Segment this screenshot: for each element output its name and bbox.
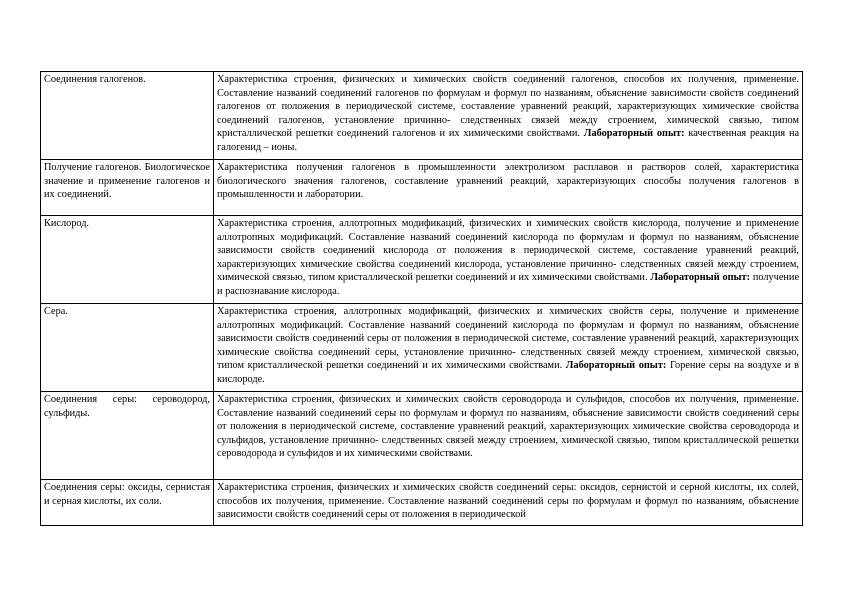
lab-label: Лабораторный опыт: <box>565 360 667 372</box>
topic-cell: Соединения галогенов. <box>41 72 214 160</box>
topic-cell: Получение галогенов. Биологическое значение и применение галогенов и их соединений. <box>41 160 214 216</box>
content-text: Характеристика получения галогенов в промышленности электролизом расплавов и растворов солей, характеристика биологического значения галогенов, составление уравнений реакций, характеризующих способы получения галогенов в промышленности и лаборатории. <box>217 162 799 201</box>
content-cell <box>214 216 803 304</box>
content-cell <box>214 392 803 480</box>
content-text: Характеристика строения, физических и химических свойств соединений галогенов, способов их получения, применение. Составление названий соединений галогенов по формулам и формул по названиям, объяснение зависимости свойств соединений галогенов от положения в периодической системе, составление уравнений реакций, характеризующих химические свойства соединений галогенов, установление причинно- следственных связей между строением, химической связью, типом кристаллической решетки соединений галогенов и их химическими свойствами. <box>217 74 799 140</box>
content-cell <box>214 304 803 392</box>
content-text: Характеристика строения, физических и химических свойств сероводорода и сульфидов, способов их получения, применение. Составление названий соединений серы по формулам и формул по названиям, объяснение зависимости свойств соединений серы от положения в периодической системе, составление уравнений реакций, характеризующих химические свойства сероводорода и сульфидов, установление причинно- следственных связей между строением, химической связью, типом кристаллической решетки сероводорода и сульфидов и их химическими свойствами. <box>217 394 799 460</box>
lab-label: Лабораторный опыт: <box>650 272 751 284</box>
content-cell <box>214 160 803 216</box>
table-row <box>41 480 803 526</box>
content-text: Характеристика строения, физических и химических свойств соединений серы: оксидов, сернистой и серной кислоты, их солей, способов их получения, применение. Составление названий соединений серы по формулам и формул по названиям, объяснение зависимости свойств соединений серы от положения в периодической <box>217 482 799 521</box>
table-row <box>41 304 803 392</box>
topic-cell: Соединения серы: сероводород, сульфиды. <box>41 392 214 480</box>
table-row <box>41 72 803 160</box>
curriculum-table <box>40 71 803 526</box>
topic-cell: Соединения серы: оксиды, сернистая и серная кислоты, их соли. <box>41 480 214 526</box>
table-row <box>41 160 803 216</box>
lab-text: качественная реакция на галогенид – ионы. <box>217 128 800 153</box>
lab-text: Горение серы на воздухе и в кислороде. <box>217 360 800 385</box>
lab-label: Лабораторный опыт: <box>583 128 685 140</box>
table-row <box>41 216 803 304</box>
content-text: Характеристика строения, аллотропных модификаций, физических и химических свойств серы, получение и применение аллотропных модификаций. Составление названий соединений кислорода по формулам и формул по названиям, объяснение зависимости свойств соединений серы от положения в периодической системе, составление уравнений реакций, характеризующих химические свойства соединений серы, установление причинно- следственных связей между строением, химической связью, типом кристаллической решетки соединений и их химическими свойствами. <box>217 306 799 372</box>
content-cell <box>214 480 803 526</box>
table-row <box>41 392 803 480</box>
lab-text: получение и распознавание кислорода. <box>217 272 800 297</box>
content-text: Характеристика строения, аллотропных модификаций, физических и химических свойств кислорода, получение и применение аллотропных модификаций. Составление названий соединений кислорода по формулам и формул по названиям, объяснение зависимости свойств соединений кислорода от положения в периодической системе, составление уравнений реакций, характеризующих химические свойства соединений кислорода, установление причинно- следственных связей между строением, химической связью, типом кристаллической решетки соединений и их химическими свойствами. <box>217 218 799 284</box>
topic-cell: Сера. <box>41 304 214 392</box>
content-cell <box>214 72 803 160</box>
topic-cell: Кислород. <box>41 216 214 304</box>
